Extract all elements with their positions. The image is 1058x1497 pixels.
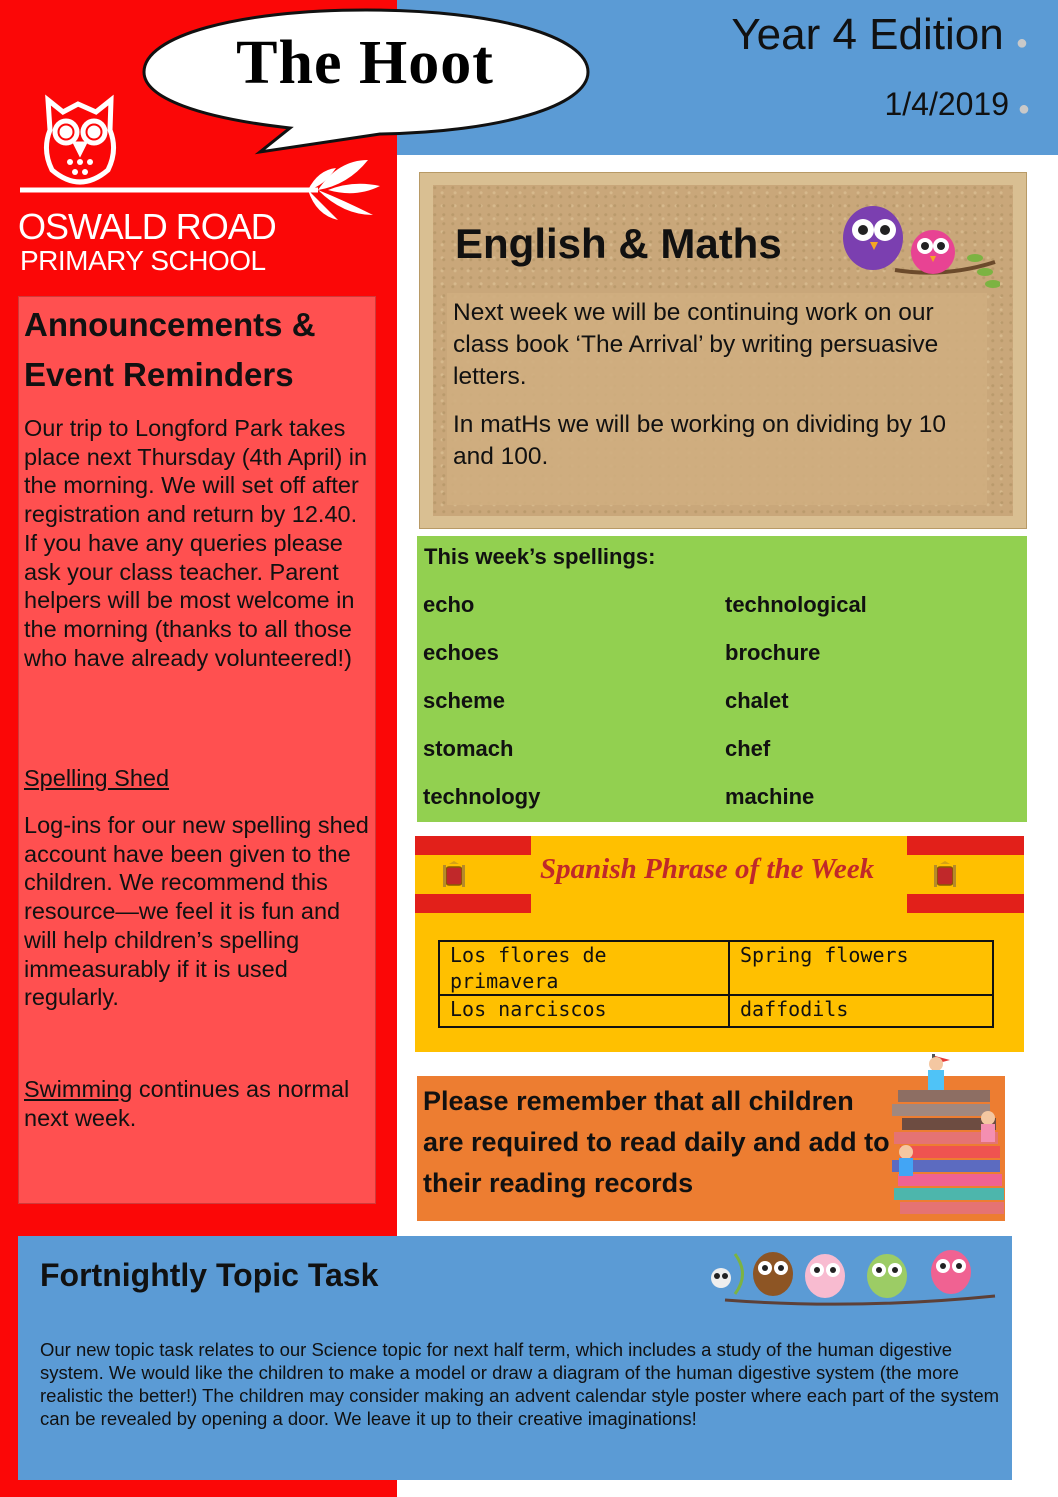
spelling-word: technology [423,784,541,809]
book-stack-icon [888,1052,1008,1222]
spelling-word: echoes [423,640,499,665]
spelling-word: technological [725,592,867,617]
english-cell: daffodils [729,995,993,1027]
english-maths-title: English & Maths [455,220,782,267]
spanish-title: Spanish Phrase of the Week [540,853,875,885]
english-paragraph: Next week we will be continuing work on our class book ‘The Arrival’ by writing persuasive letters. [453,299,939,390]
spelling-word: chalet [725,688,789,713]
newsletter-title: The Hoot [236,29,494,97]
topic-title: Fortnightly Topic Task [40,1257,379,1293]
table-row [439,995,993,1027]
spelling-word: machine [725,784,815,809]
spelling-shed-heading: Spelling Shed [24,765,170,791]
maths-paragraph: In matHs we will be working on dividing by 10 and 100. [453,411,946,470]
owls-row-icon [705,1244,1000,1312]
spain-crest-icon [441,861,467,891]
flag-stripe [415,836,531,855]
reading-reminder: Please remember that all children are required to read daily and add to their reading records [423,1086,890,1198]
spelling-word: brochure [725,640,821,665]
spellings-panel [417,536,1027,822]
spanish-cell: Los narciscos [439,995,729,1027]
spelling-word: chef [725,736,771,761]
issue-date: 1/4/2019 ● [884,86,1030,122]
announcements-title: Announcements & Event Reminders [24,306,316,393]
school-name-line-2: PRIMARY SCHOOL [20,245,266,276]
owls-on-branch-icon [835,200,1000,300]
swimming-paragraph [24,1075,376,1132]
flag-stripe [415,894,531,913]
edition-label: Year 4 Edition ● [731,10,1028,59]
spanish-cell: Los flores de primavera [439,941,729,995]
table-row [439,941,993,995]
spelling-shed-paragraph: Log-ins for our new spelling shed account have been given to the children. We recommend this resource—we feel it is fun and will help children’s spelling immeasurably if it is used regularly. [24,812,369,1011]
spain-crest-icon [932,861,958,891]
spelling-word: echo [423,592,475,617]
flag-stripe [907,894,1024,913]
trip-paragraph: Our trip to Longford Park takes place next Thursday (4th April) in the morning. We will set off after registration and return by 12.40. If you have any queries please ask your class teacher. Parent helpers will be most welcome in the morning (thanks to all those who have already volunteered!) [24,415,368,671]
english-cell: Spring flowers [729,941,993,995]
spelling-word: scheme [423,688,505,713]
flag-stripe [907,836,1024,855]
topic-paragraph: Our new topic task relates to our Science topic for next half term, which includes a study of the human digestive system. We would like the children to make a model or draw a diagram of the human digestive system (the more realistic the better!) The children may consider making an advent calendar style poster where each part of the system can be revealed by opening a door. We leave it up to their creative imaginations! [40,1339,1000,1429]
swimming-rest: continues as normal next week. [24,1076,350,1131]
spellings-title: This week’s spellings: [424,544,656,569]
spanish-phrase-table [438,940,994,1028]
swimming-word: Swimming [24,1076,133,1102]
spelling-word: stomach [423,736,514,761]
school-name-line-1: OSWALD ROAD [18,206,276,247]
